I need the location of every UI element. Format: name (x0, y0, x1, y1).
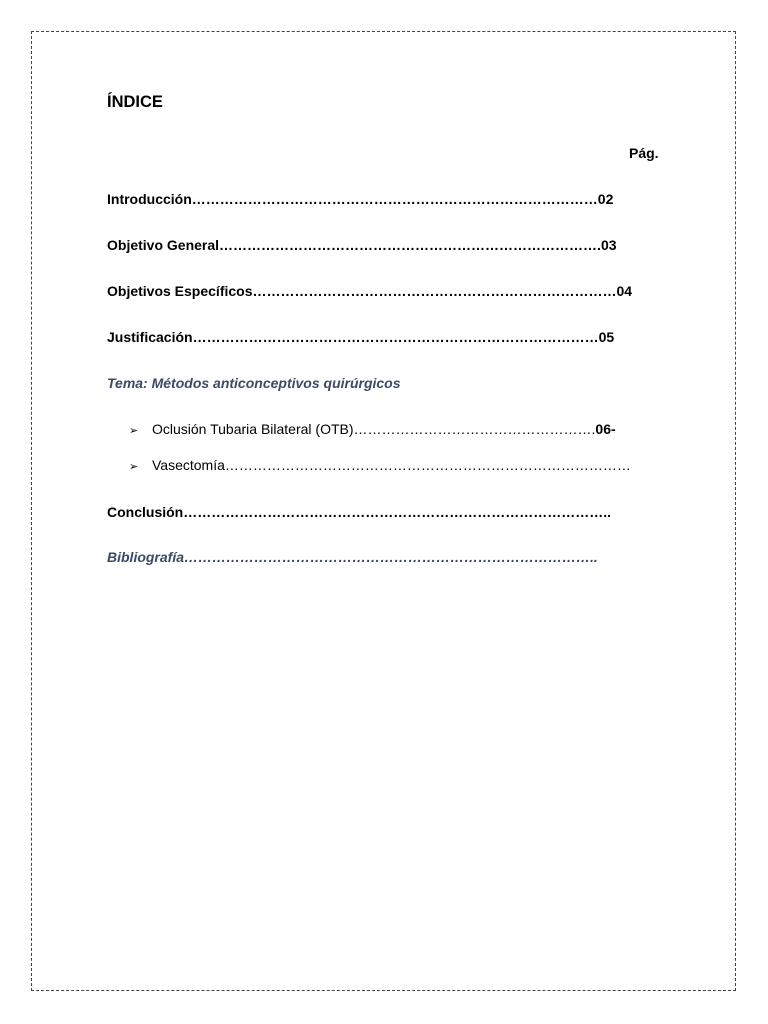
toc-entry-introduccion[interactable] (107, 190, 613, 208)
toc-leader-dots: …………………………………………………………………………….. (184, 549, 598, 565)
toc-leader-dots: ……………………………………………. (353, 421, 596, 437)
toc-subentry-vasectomia[interactable] (129, 456, 631, 476)
toc-leader-dots: ……………………………………………………………………………….. (183, 504, 612, 520)
toc-subentry-label: Vasectomía (152, 457, 225, 473)
toc-entry-justificacion[interactable] (107, 328, 614, 346)
toc-page-number: 04 (616, 283, 633, 299)
toc-subentry-otb[interactable] (129, 420, 616, 440)
toc-entry-label: Justificación (107, 329, 193, 345)
toc-entry-objetivos-especificos[interactable] (107, 282, 632, 300)
page-column-label: Pág. (629, 145, 659, 161)
toc-leader-dots: ………………………………………………………………………. (219, 237, 601, 253)
toc-leader-dots: …………………………………………………………………………… (192, 329, 599, 345)
toc-page-number: 03 (600, 237, 617, 253)
toc-page-number: 02 (597, 191, 614, 207)
toc-entry-label: Introducción (107, 191, 192, 207)
arrow-bullet-icon: ➢ (129, 461, 139, 473)
toc-entry-conclusion[interactable] (107, 503, 611, 521)
toc-entry-label: Conclusión (107, 504, 184, 520)
toc-page-number: 06- (595, 421, 616, 437)
toc-entry-label: Objetivos Específicos (107, 283, 253, 299)
page-title: ÍNDICE (107, 93, 163, 111)
toc-entry-label: Bibliografía (107, 549, 185, 565)
toc-page-number: 05 (598, 329, 615, 345)
toc-leader-dots: …………………………………………………………………… (252, 283, 617, 299)
toc-leader-dots: …………………………………………………………………………… (224, 457, 631, 473)
arrow-bullet-icon: ➢ (129, 425, 139, 437)
topic-heading: Tema: Métodos anticonceptivos quirúrgicos (107, 375, 401, 391)
toc-entry-label: Objetivo General (107, 237, 220, 253)
toc-leader-dots: …………………………………………………………………………… (191, 191, 598, 207)
toc-entry-bibliografia[interactable] (107, 548, 598, 566)
toc-subentry-label: Oclusión Tubaria Bilateral (OTB) (152, 421, 354, 437)
toc-entry-objetivo-general[interactable] (107, 236, 617, 254)
